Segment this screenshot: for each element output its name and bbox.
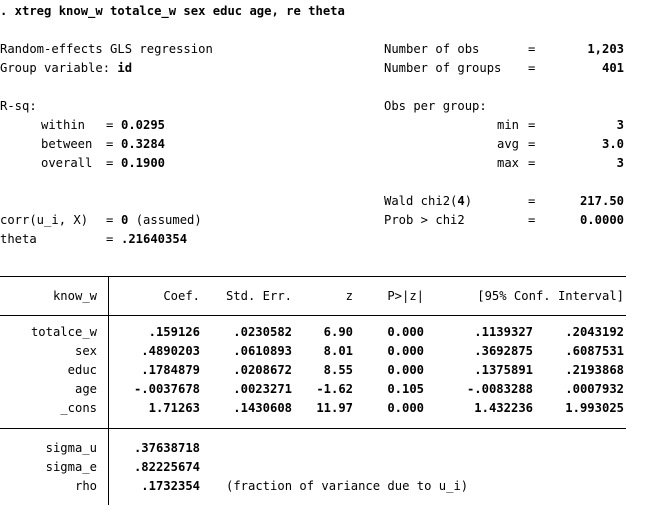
cell-coef: -.0037678: [133, 382, 200, 396]
cell-hi: .2043192: [565, 325, 624, 339]
cell-z: -1.62: [316, 382, 353, 396]
cell-hi: .2193868: [565, 363, 624, 377]
cell-z: 8.01: [323, 344, 353, 358]
prob-value: 0.0000: [579, 213, 624, 227]
cell-se: .0610893: [233, 344, 292, 358]
extra-value: .82225674: [133, 460, 200, 474]
cell-p: 0.000: [387, 325, 424, 339]
cell-p: 0.105: [387, 382, 424, 396]
table-header-rule: [0, 315, 626, 316]
theta-eq: =: [106, 232, 114, 246]
ngroups-value: 401: [601, 61, 624, 75]
cell-coef: .1784879: [141, 363, 200, 377]
row-name: sex: [74, 344, 97, 358]
depvar-label: know_w: [52, 289, 97, 303]
command-line: . xtreg know_w totalce_w sex educ age, re theta: [0, 4, 345, 18]
nobs-eq: =: [528, 42, 536, 56]
theta-label: theta: [0, 232, 37, 246]
row-name: age: [74, 382, 97, 396]
cell-se: .0230582: [233, 325, 292, 339]
wald-eq: =: [528, 194, 536, 208]
cell-se: .0023271: [233, 382, 292, 396]
cell-coef: 1.71263: [148, 401, 200, 415]
cell-z: 6.90: [323, 325, 353, 339]
wald-close: ): [464, 194, 473, 208]
wald-label: [384, 194, 472, 208]
group-variable: id: [117, 61, 133, 75]
rsq-label: R-sq:: [0, 99, 37, 113]
within-value: 0.0295: [121, 118, 166, 132]
row-name: educ: [67, 363, 97, 377]
max-eq: =: [528, 156, 536, 170]
cell-lo: .1375891: [474, 363, 533, 377]
overall-value: 0.1900: [121, 156, 166, 170]
min-eq: =: [528, 118, 536, 132]
wald-text: Wald chi2(: [384, 194, 458, 208]
cell-z: 11.97: [316, 401, 353, 415]
between-eq: =: [106, 137, 114, 151]
cell-p: 0.000: [387, 363, 424, 377]
ngroups-eq: =: [528, 61, 536, 75]
cell-coef: .159126: [148, 325, 200, 339]
col-stderr: Std. Err.: [225, 289, 292, 303]
corr-value: 0: [121, 213, 129, 227]
group-label: Group variable:: [0, 61, 111, 75]
extra-name: sigma_e: [45, 460, 97, 474]
table-separator-rule: [0, 428, 626, 429]
corr-eq: =: [106, 213, 114, 227]
max-value: 3: [616, 156, 624, 170]
overall-eq: =: [106, 156, 114, 170]
extra-name: sigma_u: [45, 441, 97, 455]
ngroups-label: Number of groups: [384, 61, 502, 75]
wald-df: 4: [457, 194, 465, 208]
group-variable-label: [0, 61, 132, 75]
model-title: Random-effects GLS regression: [0, 42, 213, 56]
table-top-rule: [0, 276, 626, 277]
cell-hi: .0007932: [565, 382, 624, 396]
cell-lo: .3692875: [474, 344, 533, 358]
corr-note: (assumed): [135, 213, 202, 227]
min-label: min: [497, 118, 520, 132]
within-eq: =: [106, 118, 114, 132]
avg-label: avg: [497, 137, 520, 151]
obs-per-group-label: Obs per group:: [384, 99, 487, 113]
between-value: 0.3284: [121, 137, 166, 151]
cell-se: .0208672: [233, 363, 292, 377]
cell-p: 0.000: [387, 401, 424, 415]
wald-value: 217.50: [579, 194, 624, 208]
extra-note: (fraction of variance due to u_i): [226, 479, 469, 493]
avg-eq: =: [528, 137, 536, 151]
col-p: P>|z|: [387, 289, 424, 303]
overall-label: overall: [41, 156, 93, 170]
prob-eq: =: [528, 213, 536, 227]
avg-value: 3.0: [601, 137, 624, 151]
cell-lo: .1139327: [474, 325, 533, 339]
prob-label: Prob > chi2: [384, 213, 465, 227]
row-name: totalce_w: [30, 325, 97, 339]
row-name: _cons: [60, 401, 97, 415]
cell-lo: 1.432236: [474, 401, 533, 415]
max-label: max: [497, 156, 520, 170]
cell-hi: 1.993025: [565, 401, 624, 415]
corr-value-line: [121, 213, 202, 227]
extra-value: .37638718: [133, 441, 200, 455]
cell-z: 8.55: [323, 363, 353, 377]
col-ci: [95% Conf. Interval]: [477, 289, 624, 303]
extra-value: .1732354: [141, 479, 200, 493]
nobs-value: 1,203: [587, 42, 624, 56]
col-coef: Coef.: [163, 289, 200, 303]
corr-label: corr(u_i, X): [0, 213, 89, 227]
cell-p: 0.000: [387, 344, 424, 358]
min-value: 3: [616, 118, 624, 132]
table-vertical-rule: [108, 276, 109, 505]
cell-lo: -.0083288: [466, 382, 533, 396]
nobs-label: Number of obs: [384, 42, 480, 56]
col-z: z: [345, 289, 353, 303]
cell-se: .1430608: [233, 401, 292, 415]
within-label: within: [41, 118, 86, 132]
extra-name: rho: [74, 479, 97, 493]
theta-value: .21640354: [121, 232, 188, 246]
cell-coef: .4890203: [141, 344, 200, 358]
between-label: between: [41, 137, 93, 151]
cell-hi: .6087531: [565, 344, 624, 358]
